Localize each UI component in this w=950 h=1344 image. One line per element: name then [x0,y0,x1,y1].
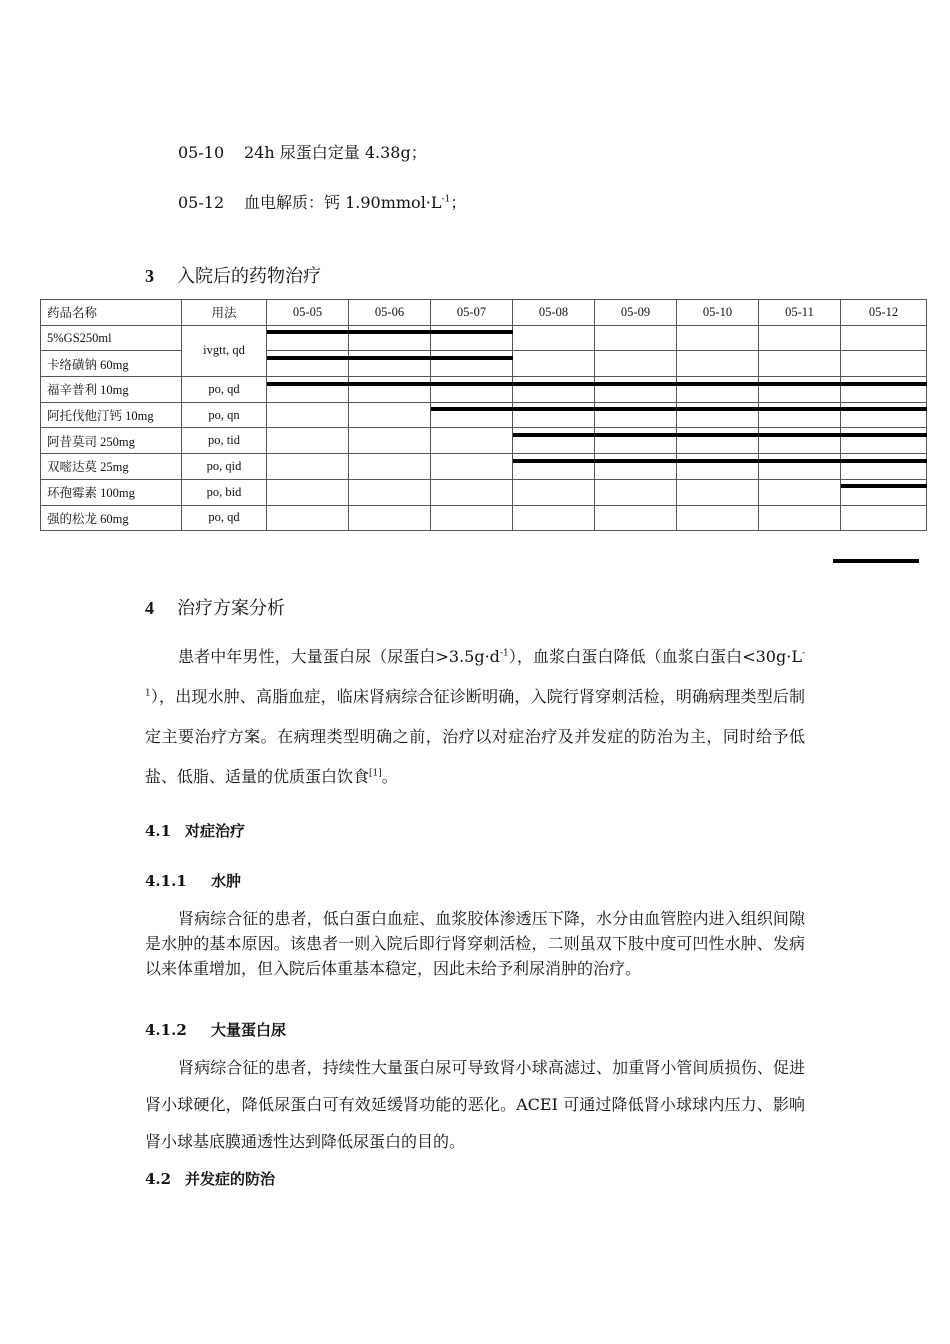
intro-text: 患者中年男性，大量蛋白尿（尿蛋白>3.5g·d [178,647,500,666]
section-number: 3 [145,266,154,286]
table-row [41,428,927,454]
drug-usage: po, qid [182,454,267,480]
section-4-1-2-heading [145,1019,286,1040]
lab-text-end: ； [450,193,467,212]
table-row [41,325,927,351]
section-title: 入院后的药物治疗 [177,266,321,287]
table-row [41,377,927,403]
section-4-1-1-heading [145,870,241,891]
drug-name: 双嘧达莫 25mg [41,454,182,480]
section-number: 4.1.2 [145,1021,187,1039]
drug-name: 强的松龙 60mg [41,505,182,531]
edema-paragraph [145,906,805,981]
header-date: 05-05 [267,300,349,326]
drug-name: 卡络磺钠 60mg [41,351,182,377]
section-number: 4.1 [145,822,172,840]
section-title: 对症治疗 [185,822,246,840]
table-row [41,351,927,377]
header-usage: 用法 [182,300,267,326]
section-number: 4 [145,598,154,618]
lab-date: 05-10 [178,143,225,162]
drug-usage: ivgtt, qd [182,325,267,376]
section-number: 4.2 [145,1170,172,1188]
drug-name: 福辛普利 10mg [41,377,182,403]
table-header-row [41,300,927,326]
drug-usage: po, tid [182,428,267,454]
intro-paragraph [145,637,805,797]
table-row [41,505,927,531]
drug-usage: po, bid [182,479,267,505]
header-drug-name: 药品名称 [41,300,182,326]
section-title: 治疗方案分析 [177,598,285,619]
lab-result-0510 [178,140,427,163]
table-row [41,479,927,505]
drug-usage: po, qn [182,402,267,428]
section-title: 水肿 [211,872,242,890]
section-title: 大量蛋白尿 [211,1021,287,1039]
superscript: -1 [499,648,509,659]
lab-text: 血电解质：钙 1.90mmol·L [244,193,442,212]
header-date: 05-10 [677,300,759,326]
section-4-1-heading [145,820,245,841]
header-date: 05-06 [349,300,431,326]
header-date: 05-12 [841,300,927,326]
drug-name: 环孢霉素 100mg [41,479,182,505]
table-row [41,454,927,480]
header-date: 05-08 [513,300,595,326]
proteinuria-paragraph [145,1049,805,1160]
paragraph-text: 肾病综合征的患者，低白蛋白血症、血浆胶体渗透压下降，水分由血管腔内进入组织间隙是水肿的基本原因。该患者一则入院后即行肾穿刺活检，二则虽双下肢中度可凹性水肿、发病以来体重增加，但入院后体重基本稳定，因此未给予利尿消肿的治疗。 [145,909,805,978]
lab-result-0512 [178,190,466,213]
drug-name: 阿托伐他汀钙 10mg [41,402,182,428]
section-3-heading [145,262,321,288]
drug-schedule-table [40,299,927,531]
header-date: 05-11 [759,300,841,326]
paragraph-text: 肾病综合征的患者，持续性大量蛋白尿可导致肾小球高滤过、加重肾小管间质损伤、促进肾小球硬化，降低尿蛋白可有效延缓肾功能的恶化。ACEI 可通过降低肾小球球内压力、影响肾小球基底膜通透性达到降低尿蛋白的目的。 [145,1058,805,1151]
intro-text: ），血浆白蛋白降低（血浆白蛋白<30g·L [508,647,802,666]
section-4-heading [145,594,285,620]
section-4-2-heading [145,1168,275,1189]
drug-usage: po, qd [182,505,267,531]
section-number: 4.1.1 [145,872,187,890]
horizontal-rule [833,559,919,563]
drug-name: 阿昔莫司 250mg [41,428,182,454]
lab-date: 05-12 [178,193,225,212]
drug-name: 5%GS250ml [41,325,182,351]
citation: [1] [369,768,382,779]
header-date: 05-09 [595,300,677,326]
lab-text: 24h 尿蛋白定量 4.38g； [244,143,427,162]
intro-text: ），出现水肿、高脂血症，临床肾病综合征诊断明确，入院行肾穿刺活检，明确病理类型后制定主要治疗方案。在病理类型明确之前，治疗以对症治疗及并发症的防治为主，同时给予低盐、低脂、适量的优质蛋白饮食 [145,687,805,786]
table-row [41,402,927,428]
lab-superscript: -1 [441,194,451,205]
header-date: 05-07 [431,300,513,326]
superscript: -1 [145,648,805,699]
section-title: 并发症的防治 [185,1170,276,1188]
intro-text: 。 [381,767,398,786]
drug-usage: po, qd [182,377,267,403]
